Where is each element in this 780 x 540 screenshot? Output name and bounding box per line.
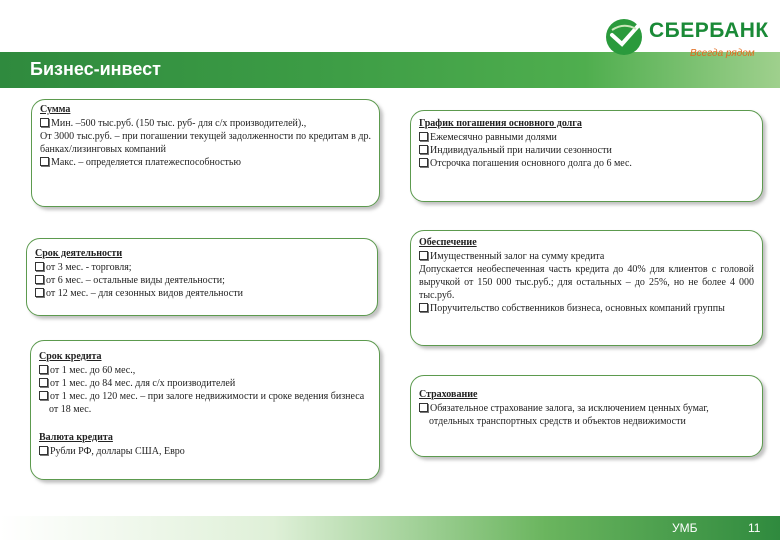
checkbox-bullet-icon bbox=[419, 251, 428, 260]
list-item: Имущественный залог на сумму кредита bbox=[419, 250, 754, 263]
checkbox-bullet-icon bbox=[419, 158, 428, 167]
card-title: Срок деятельности bbox=[35, 248, 123, 259]
card-repayment-schedule bbox=[410, 110, 763, 202]
list-item: от 1 мес. до 84 мес. для с/х производителей bbox=[39, 377, 371, 390]
checkbox-bullet-icon bbox=[40, 157, 49, 166]
checkbox-bullet-icon bbox=[419, 145, 428, 154]
logo-tagline: Всегда рядом bbox=[690, 48, 755, 59]
list-item: от 6 мес. – остальные виды деятельности; bbox=[35, 274, 369, 287]
card-insurance bbox=[410, 375, 763, 457]
list-item: От 3000 тыс.руб. – при погашении текущей задолженности по кредитам в др. банках/лизинговых компаний bbox=[40, 131, 371, 155]
checkbox-bullet-icon bbox=[419, 403, 428, 412]
checkbox-bullet-icon bbox=[39, 446, 48, 455]
page-title: Бизнес-инвест bbox=[30, 59, 161, 79]
logo-text: СБЕРБАНК bbox=[649, 19, 769, 42]
list-item: Поручительство собственников бизнеса, основных компаний группы bbox=[419, 302, 754, 315]
checkbox-bullet-icon bbox=[39, 365, 48, 374]
list-item: Допускается необеспеченная часть кредита до 40% для клиентов с головой выручкой от 150 000 тыс.руб.; для остальных – до 25%, но не более 4 000 тыс.руб. bbox=[419, 264, 754, 301]
list-item: от 1 мес. до 60 мес., bbox=[39, 364, 371, 377]
card-title: Обеспечение bbox=[419, 237, 477, 248]
list-item: Отсрочка погашения основного долга до 6 мес. bbox=[419, 157, 754, 170]
checkbox-bullet-icon bbox=[39, 378, 48, 387]
card-loan-term bbox=[30, 340, 380, 480]
card-title: Страхование bbox=[419, 389, 478, 400]
list-item: Макс. – определяется платежеспособностью bbox=[40, 156, 371, 169]
logo-emblem-icon bbox=[604, 17, 644, 57]
list-item: Обязательное страхование залога, за исключением ценных бумаг, отдельных транспортных средств и объектов недвижимости bbox=[419, 402, 754, 428]
card-amount bbox=[31, 99, 380, 207]
list-item: Ежемесячно равными долями bbox=[419, 131, 754, 144]
checkbox-bullet-icon bbox=[39, 391, 48, 400]
footer-bar bbox=[0, 516, 780, 540]
list-item: Мин. –500 тыс.руб. (150 тыс. руб- для с/х производителей)., bbox=[40, 117, 371, 130]
list-item: от 1 мес. до 120 мес. – при залоге недвижимости и сроке ведения бизнеса от 18 мес. bbox=[39, 390, 371, 416]
card-collateral bbox=[410, 230, 763, 346]
checkbox-bullet-icon bbox=[40, 118, 49, 127]
page-number: 11 bbox=[748, 521, 761, 535]
card-title: Срок кредита bbox=[39, 351, 102, 362]
sberbank-logo bbox=[604, 15, 769, 65]
list-item: Индивидуальный при наличии сезонности bbox=[419, 144, 754, 157]
list-item: Рубли РФ, доллары США, Евро bbox=[39, 445, 371, 458]
list-item: от 3 мес. - торговля; bbox=[35, 261, 369, 274]
footer-code: УМБ bbox=[672, 521, 698, 535]
card-activity-term bbox=[26, 238, 378, 316]
card-title: График погашения основного долга bbox=[419, 118, 582, 129]
card-title: Сумма bbox=[40, 104, 71, 115]
list-item: от 12 мес. – для сезонных видов деятельности bbox=[35, 287, 369, 300]
currency-title: Валюта кредита bbox=[39, 432, 113, 443]
checkbox-bullet-icon bbox=[35, 262, 44, 271]
checkbox-bullet-icon bbox=[35, 275, 44, 284]
checkbox-bullet-icon bbox=[35, 288, 44, 297]
checkbox-bullet-icon bbox=[419, 303, 428, 312]
checkbox-bullet-icon bbox=[419, 132, 428, 141]
